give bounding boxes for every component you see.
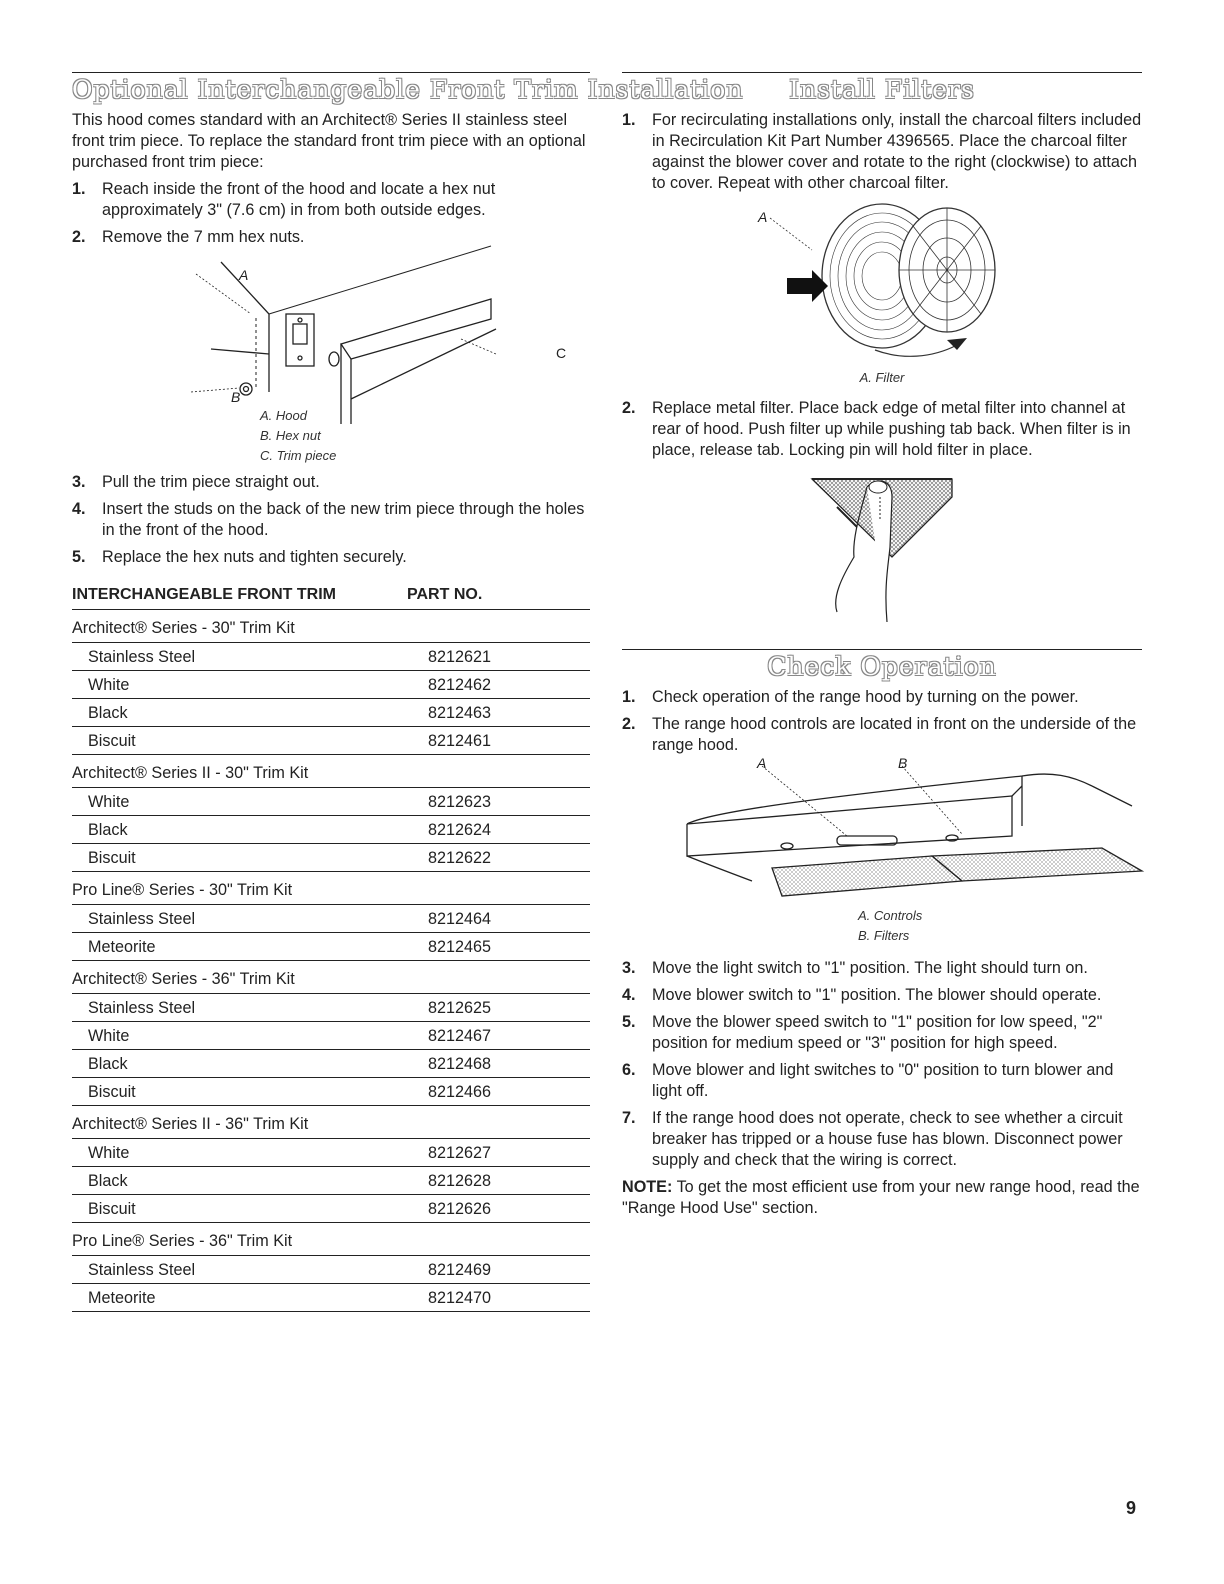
hood-trim-figure bbox=[151, 254, 567, 405]
step-item: 5. Replace the hex nuts and tighten securely. bbox=[72, 548, 407, 566]
trim-kit-group-title: Architect® Series II - 36" Trim Kit bbox=[72, 1106, 590, 1139]
label-a: A bbox=[757, 755, 767, 771]
trim-color: White bbox=[88, 1027, 130, 1045]
step-item: 4. Insert the studs on the back of the new trim piece through the holes in the front of the hood. bbox=[72, 500, 585, 539]
part-number: 8212470 bbox=[428, 1289, 492, 1307]
filter-steps-2 bbox=[622, 398, 1142, 461]
caption-controls: A. Controls bbox=[858, 908, 923, 923]
trim-color: Biscuit bbox=[88, 849, 136, 867]
trim-color: Biscuit bbox=[88, 1083, 136, 1101]
note-label: NOTE: bbox=[622, 1178, 673, 1196]
step-item: 7. If the range hood does not operate, check to see whether a circuit breaker has tripped or a house fuse has blown. Disconnect power supply and check that the wiring is correct. bbox=[622, 1109, 1123, 1169]
step-item: 2. The range hood controls are located in front on the underside of the range hood. bbox=[622, 715, 1137, 754]
step-item: 2. Replace metal filter. Place back edge of metal filter into channel at rear of hood. Push filter up while pushing tab back. When filter is in place, release tab. Locking pin will hold filter in place. bbox=[622, 399, 1131, 459]
part-number: 8212624 bbox=[428, 821, 492, 839]
trim-kit-group-title: Pro Line® Series - 36" Trim Kit bbox=[72, 1223, 590, 1256]
part-number: 8212461 bbox=[428, 732, 492, 750]
part-number: 8212467 bbox=[428, 1027, 492, 1045]
trim-color: White bbox=[88, 793, 130, 811]
part-number: 8212469 bbox=[428, 1261, 492, 1279]
part-number: 8212468 bbox=[428, 1055, 492, 1073]
trim-kit-group-title: Architect® Series - 36" Trim Kit bbox=[72, 961, 590, 994]
trim-steps-a bbox=[72, 179, 590, 248]
trim-color: White bbox=[88, 676, 130, 694]
trim-kit-group-title: Architect® Series - 30" Trim Kit bbox=[72, 610, 590, 643]
trim-color: White bbox=[88, 1144, 130, 1162]
table-row bbox=[72, 1195, 590, 1223]
step-item: 3. Move the light switch to "1" position. The light should turn on. bbox=[622, 959, 1088, 977]
metal-filter-illustration bbox=[792, 467, 972, 627]
operation-steps-b bbox=[622, 958, 1142, 1171]
step-item: 4. Move blower switch to "1" position. The blower should operate. bbox=[622, 986, 1102, 1004]
table-row bbox=[72, 699, 590, 727]
table-row bbox=[72, 844, 590, 872]
step-item: 1. Reach inside the front of the hood and locate a hex nut approximately 3" (7.6 cm) in from both outside edges. bbox=[72, 180, 496, 219]
caption-trim-piece: C. Trim piece bbox=[260, 448, 337, 463]
caption-hood: A. Hood bbox=[260, 408, 307, 423]
trim-color: Stainless Steel bbox=[88, 1261, 196, 1279]
caption-hex-nut: B. Hex nut bbox=[260, 428, 321, 443]
table-row bbox=[72, 1167, 590, 1195]
table-row bbox=[72, 1284, 590, 1312]
parts-table bbox=[72, 610, 590, 1312]
part-number: 8212627 bbox=[428, 1144, 492, 1162]
part-number: 8212463 bbox=[428, 704, 492, 722]
step-item: 2. Remove the 7 mm hex nuts. bbox=[72, 228, 305, 246]
part-number: 8212466 bbox=[428, 1083, 492, 1101]
table-row bbox=[72, 905, 590, 933]
trim-steps-b bbox=[72, 472, 590, 568]
trim-color: Biscuit bbox=[88, 732, 136, 750]
charcoal-filter-illustration bbox=[732, 200, 1032, 370]
header-trim: INTERCHANGEABLE FRONT TRIM bbox=[72, 586, 336, 603]
part-number: 8212462 bbox=[428, 676, 492, 694]
table-row bbox=[72, 994, 590, 1022]
section-rule bbox=[622, 649, 1142, 650]
page-number: 9 bbox=[1125, 1498, 1136, 1518]
table-row bbox=[72, 671, 590, 699]
hood-trim-captions bbox=[72, 406, 590, 466]
charcoal-filter-figure bbox=[732, 200, 1032, 370]
table-row bbox=[72, 1050, 590, 1078]
table-row bbox=[72, 933, 590, 961]
trim-color: Stainless Steel bbox=[88, 999, 196, 1017]
note-paragraph bbox=[622, 1177, 1142, 1219]
table-row bbox=[72, 1078, 590, 1106]
trim-kit-group-title: Architect® Series II - 30" Trim Kit bbox=[72, 755, 590, 788]
range-hood-captions bbox=[622, 906, 1142, 946]
part-number: 8212628 bbox=[428, 1172, 492, 1190]
step-item: 3. Pull the trim piece straight out. bbox=[72, 473, 320, 491]
label-a: A bbox=[758, 209, 768, 225]
section-title-check-operation: Check Operation bbox=[767, 652, 997, 681]
parts-table-header bbox=[72, 586, 590, 610]
label-b: B bbox=[898, 755, 908, 771]
hood-trim-illustration bbox=[151, 254, 567, 405]
metal-filter-figure bbox=[792, 467, 972, 627]
part-number: 8212464 bbox=[428, 910, 492, 928]
section-title-front-trim: Optional Interchangeable Front Trim Installation bbox=[72, 75, 744, 104]
table-row bbox=[72, 1256, 590, 1284]
table-row bbox=[72, 1139, 590, 1167]
note-text: To get the most efficient use from your new range hood, read the "Range Hood Use" section. bbox=[622, 1178, 1140, 1217]
label-a: A bbox=[239, 267, 249, 283]
step-item: 6. Move blower and light switches to "0" position to turn blower and light off. bbox=[622, 1061, 1114, 1100]
step-item: 1. Check operation of the range hood by turning on the power. bbox=[622, 688, 1079, 706]
part-number: 8212626 bbox=[428, 1200, 492, 1218]
step-item: 1. For recirculating installations only, install the charcoal filters included in Recirculation Kit Part Number 4396565. Place the charcoal filter against the blower cover and rotate to the right (clockwise) to attach to cover. Repeat with other charcoal filter. bbox=[622, 111, 1142, 192]
table-row bbox=[72, 788, 590, 816]
trim-color: Stainless Steel bbox=[88, 910, 196, 928]
caption-filters: B. Filters bbox=[858, 928, 910, 943]
trim-kit-group-title: Pro Line® Series - 30" Trim Kit bbox=[72, 872, 590, 905]
part-number: 8212623 bbox=[428, 793, 492, 811]
right-column bbox=[622, 72, 1142, 1225]
step-item: 5. Move the blower speed switch to "1" position for low speed, "2" position for medium speed or "3" position for high speed. bbox=[622, 1013, 1103, 1052]
part-number: 8212465 bbox=[428, 938, 492, 956]
label-c: C bbox=[556, 345, 567, 361]
range-hood-illustration bbox=[632, 756, 1132, 906]
trim-color: Black bbox=[88, 1055, 128, 1073]
trim-color: Biscuit bbox=[88, 1200, 136, 1218]
section-rule bbox=[622, 72, 1142, 73]
table-row bbox=[72, 816, 590, 844]
trim-color: Meteorite bbox=[88, 1289, 156, 1307]
trim-color: Black bbox=[88, 704, 128, 722]
range-hood-figure bbox=[632, 756, 1132, 906]
trim-color: Black bbox=[88, 821, 128, 839]
trim-color: Stainless Steel bbox=[88, 648, 196, 666]
section-title-install-filters: Install Filters bbox=[789, 75, 975, 104]
label-b: B bbox=[231, 389, 241, 405]
operation-steps-a bbox=[622, 687, 1142, 756]
filter-steps-1 bbox=[622, 110, 1142, 194]
part-number: 8212621 bbox=[428, 648, 492, 666]
intro-paragraph: This hood comes standard with an Architect® Series II stainless steel front trim piece. To replace the standard front trim piece with an optional purchased front trim piece: bbox=[72, 111, 586, 171]
header-part-no: PART NO. bbox=[407, 586, 483, 603]
table-row bbox=[72, 643, 590, 671]
trim-color: Meteorite bbox=[88, 938, 156, 956]
section-rule bbox=[72, 72, 590, 73]
part-number: 8212622 bbox=[428, 849, 492, 867]
part-number: 8212625 bbox=[428, 999, 492, 1017]
table-row bbox=[72, 727, 590, 755]
table-row bbox=[72, 1022, 590, 1050]
caption-filter: A. Filter bbox=[859, 370, 905, 385]
trim-color: Black bbox=[88, 1172, 128, 1190]
